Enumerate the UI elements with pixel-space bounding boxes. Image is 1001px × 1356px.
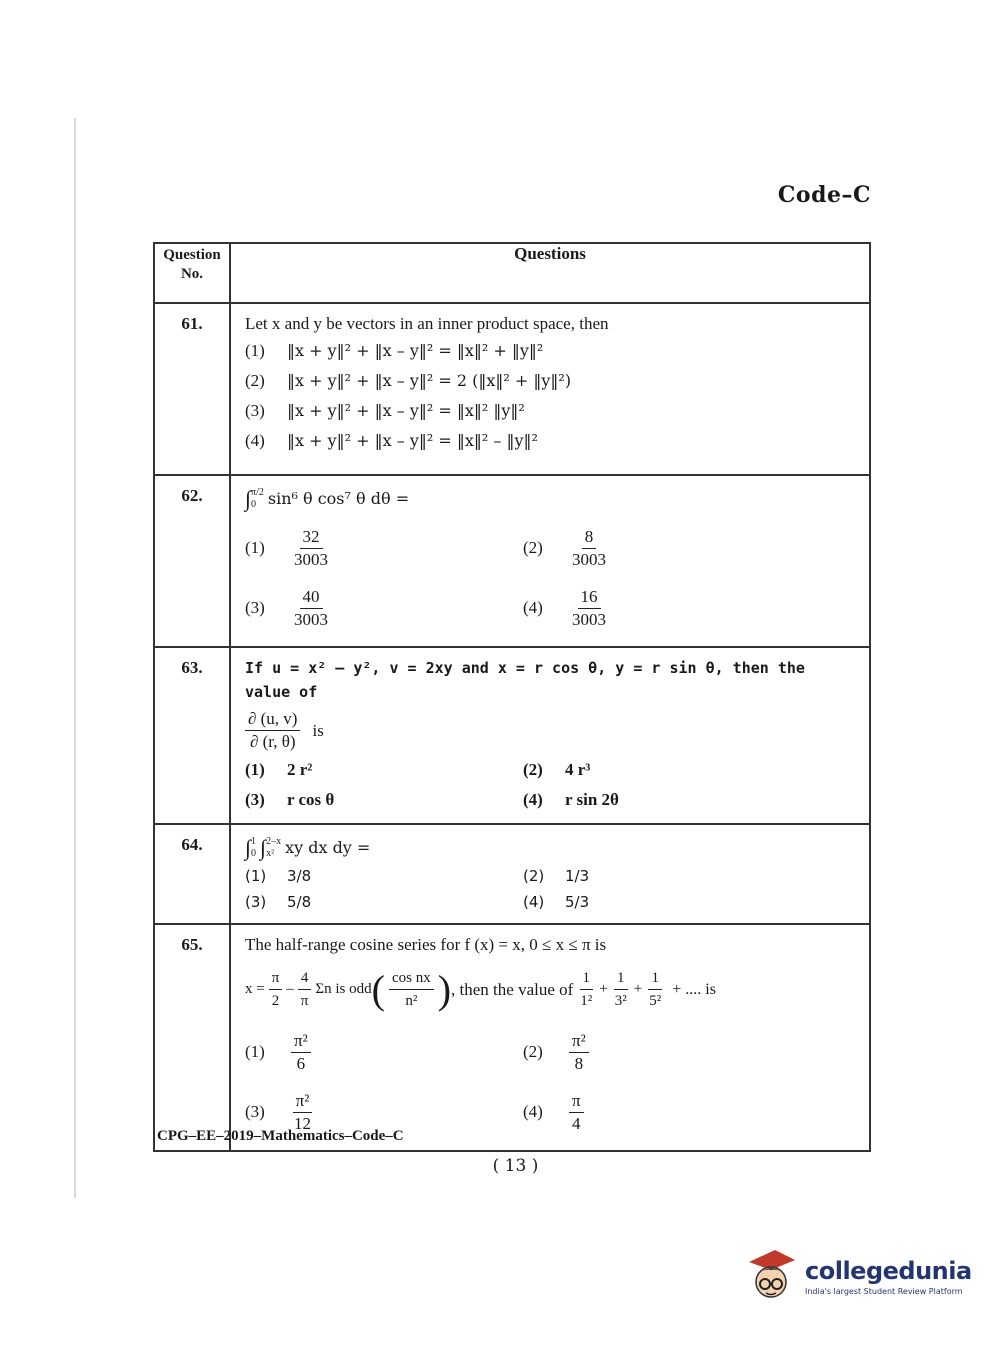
option-number: (1) <box>245 1042 265 1061</box>
question-row-64 <box>154 824 870 924</box>
option-number: (2) <box>523 867 545 885</box>
option-text: r cos θ <box>287 790 335 809</box>
denominator: ∂ (r, θ) <box>249 732 296 751</box>
option <box>245 785 523 815</box>
integral-sign-icon: ∫ <box>260 835 267 860</box>
denominator: 3² <box>614 993 627 1009</box>
option-number: (2) <box>523 1042 543 1061</box>
series-lhs: x = <box>245 981 265 997</box>
denominator: 5² <box>649 993 662 1009</box>
option-number: (3) <box>245 401 265 420</box>
inner-limits <box>266 836 281 860</box>
collegedunia-logo <box>745 1248 972 1304</box>
fraction <box>269 967 283 1012</box>
question-number: 64. <box>154 824 230 924</box>
option-text: 5/8 <box>287 893 312 911</box>
numerator: 16 <box>578 586 601 609</box>
series-line: x = $\frac{\pi}{2}$ – $\frac{4}{\pi}$ Σn is odd ( $\frac{\text{cos nx}}{\text{n²}}$ ) , then the value of $\frac{1}{\text{1²}}$ + $\frac{1}{\text{3²}}$ + $\frac{1}{\text{5²}}$ + .... is <box>245 966 716 1012</box>
numerator: 1 <box>614 967 628 990</box>
integral-sign-icon: ∫ <box>245 835 252 860</box>
option-number: (3) <box>245 598 265 617</box>
options-grid <box>245 1022 859 1142</box>
option-text: 2 r² <box>287 760 313 779</box>
question-row-62 <box>154 475 870 647</box>
question-number: 65. <box>154 924 230 1151</box>
option-text: 1/3 <box>565 867 590 885</box>
option-text: ‖x + y‖² + ‖x – y‖² = 2 (‖x‖² + ‖y‖²) <box>287 371 572 390</box>
denominator: 3003 <box>294 609 328 629</box>
option <box>245 863 523 889</box>
question-stem: Let x and y be vectors in an inner product space, then <box>245 314 609 333</box>
numerator: 32 <box>300 526 323 549</box>
integral-limits <box>251 487 264 511</box>
option <box>523 863 859 889</box>
questions-column-header: Questions <box>230 243 870 303</box>
paper-code: Code–C <box>777 182 871 208</box>
series-mid-text: , then the value of <box>451 979 574 999</box>
numerator: π² <box>293 1090 313 1113</box>
numerator: ∂ (u, v) <box>245 708 300 731</box>
option-number: (1) <box>245 867 267 885</box>
question-body <box>230 924 870 1151</box>
upper-limit: 2–x <box>266 836 282 847</box>
left-paren-icon: ( <box>371 966 385 1012</box>
fraction <box>646 967 664 1012</box>
numerator: π <box>569 1090 584 1113</box>
denominator: n² <box>405 993 418 1009</box>
option-number: (3) <box>245 790 265 809</box>
table-header-row <box>154 243 870 303</box>
fraction <box>569 526 609 571</box>
numerator: π <box>269 967 283 990</box>
option <box>245 578 523 638</box>
denominator: 3003 <box>572 549 606 569</box>
option-number: (4) <box>523 598 543 617</box>
denominator: π <box>300 993 309 1009</box>
question-body <box>230 647 870 824</box>
option-number: (3) <box>245 893 267 911</box>
option <box>523 578 859 638</box>
option-number: (2) <box>523 538 543 557</box>
numerator: 8 <box>582 526 597 549</box>
option-text: ‖x + y‖² + ‖x – y‖² = ‖x‖² ‖y‖² <box>287 401 525 420</box>
option-number: (4) <box>523 893 545 911</box>
upper-limit: π/2 <box>251 487 264 498</box>
option <box>523 755 859 785</box>
option <box>245 1022 523 1082</box>
lower-limit: 0 <box>251 848 257 859</box>
minus-sign: – <box>286 981 294 997</box>
options-grid <box>245 863 859 915</box>
option <box>245 426 859 456</box>
options-grid <box>245 518 859 638</box>
numerator: 1 <box>648 967 662 990</box>
mascot-icon <box>745 1248 797 1304</box>
option <box>245 336 859 366</box>
fraction <box>291 586 331 631</box>
question-number: 61. <box>154 303 230 475</box>
numerator: π² <box>291 1030 311 1053</box>
question-stem: The half-range cosine series for f (x) = x, 0 ≤ x ≤ π is <box>245 935 607 954</box>
option <box>245 396 859 426</box>
option <box>245 518 523 578</box>
option-text: 3/8 <box>287 867 312 885</box>
numerator: 1 <box>580 967 594 990</box>
denominator: 8 <box>574 1053 584 1073</box>
page-number: ( 13 ) <box>492 1156 539 1176</box>
option <box>523 518 859 578</box>
fraction <box>291 1030 311 1075</box>
integrand: xy dx dy = <box>285 838 371 857</box>
options-grid <box>245 755 859 815</box>
denominator: 2 <box>271 993 280 1009</box>
footer-paper-code: CPG–EE–2019–Mathematics–Code–C <box>157 1128 404 1144</box>
question-table <box>153 242 871 1152</box>
option-number: (1) <box>245 538 265 557</box>
option-number: (2) <box>245 371 265 390</box>
option <box>523 785 859 815</box>
upper-limit: 1 <box>251 836 257 847</box>
question-number: 62. <box>154 475 230 647</box>
option <box>245 755 523 785</box>
logo-tagline: India's largest Student Review Platform <box>805 1286 963 1296</box>
lower-limit: x² <box>266 848 275 859</box>
jacobian-line <box>245 708 859 753</box>
series-tail: + .... is <box>672 980 716 998</box>
option-number: (2) <box>523 760 543 779</box>
jacobian-fraction <box>245 708 300 753</box>
denominator: 4 <box>572 1113 581 1133</box>
logo-name: collegedunia <box>805 1256 972 1285</box>
question-number: 63. <box>154 647 230 824</box>
question-body <box>230 824 870 924</box>
numerator: 4 <box>298 967 312 990</box>
denominator: 12 <box>294 1113 311 1133</box>
fraction <box>569 1030 589 1075</box>
option-text: r sin 2θ <box>565 790 619 809</box>
option <box>523 1082 859 1142</box>
fraction <box>389 967 434 1012</box>
denominator: 6 <box>296 1053 306 1073</box>
outer-limits <box>251 836 256 860</box>
qno-column-header: Question No. <box>154 243 230 303</box>
fraction <box>291 526 331 571</box>
option-text: ‖x + y‖² + ‖x – y‖² = ‖x‖² – ‖y‖² <box>287 431 538 450</box>
question-stem <box>245 833 859 863</box>
question-row-63 <box>154 647 870 824</box>
denominator: 3003 <box>294 549 328 569</box>
right-paren-icon: ) <box>437 966 452 1012</box>
question-row-61 <box>154 303 870 475</box>
option <box>523 1022 859 1082</box>
fraction <box>577 967 595 1012</box>
question-stem: If u = x² – y², v = 2xy and x = r cos θ, y = r sin θ, then the value of <box>245 659 805 701</box>
option-text: ‖x + y‖² + ‖x – y‖² = ‖x‖² + ‖y‖² <box>287 341 544 360</box>
question-stem <box>245 484 859 514</box>
integral-sign-icon: ∫ <box>245 486 252 511</box>
option <box>523 889 859 915</box>
option-text: 4 r³ <box>565 760 591 779</box>
denominator: 3003 <box>572 609 606 629</box>
numerator: cos nx <box>389 967 434 990</box>
fraction <box>612 967 630 1012</box>
integrand: sin⁶ θ cos⁷ θ dθ = <box>267 489 410 508</box>
scan-margin-line <box>74 118 76 1198</box>
question-body <box>230 303 870 475</box>
option-number: (1) <box>245 760 265 779</box>
fraction <box>298 967 312 1012</box>
option-number: (1) <box>245 341 265 360</box>
question-body <box>230 475 870 647</box>
question-row-65 <box>154 924 870 1151</box>
option <box>245 889 523 915</box>
jacobian-suffix: is <box>312 720 324 740</box>
summation: Σn is odd <box>315 981 372 997</box>
fraction <box>569 586 609 631</box>
option <box>245 366 859 396</box>
lower-limit: 0 <box>251 499 257 510</box>
option-number: (4) <box>523 790 543 809</box>
option-text: 5/3 <box>565 893 590 911</box>
numerator: π² <box>569 1030 589 1053</box>
denominator: 1² <box>580 993 593 1009</box>
option-number: (4) <box>245 431 265 450</box>
fraction <box>569 1090 584 1135</box>
option-number: (4) <box>523 1102 543 1121</box>
option-number: (3) <box>245 1102 265 1121</box>
numerator: 40 <box>300 586 323 609</box>
